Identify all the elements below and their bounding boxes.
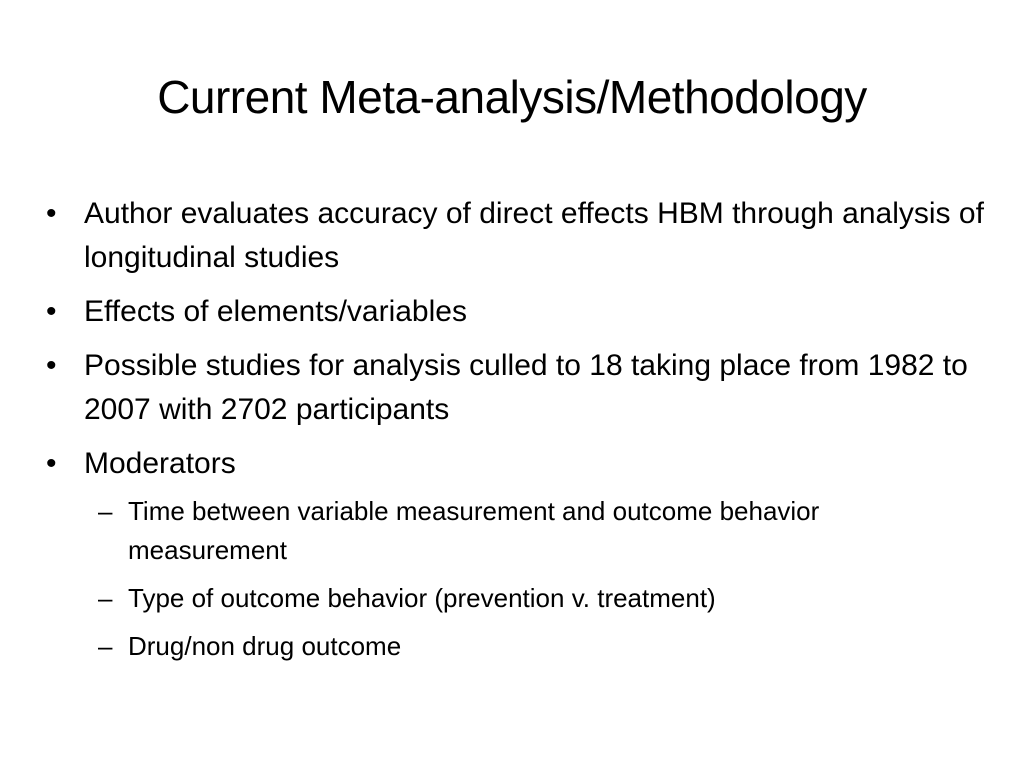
bullet-text: Moderators bbox=[84, 447, 236, 480]
sub-bullet-item-drug bbox=[84, 627, 984, 666]
bullet-item-studies bbox=[44, 344, 984, 432]
bullet-item-moderators bbox=[44, 442, 984, 666]
bullet-icon: • bbox=[46, 447, 57, 480]
bullet-icon: • bbox=[46, 197, 57, 230]
bullet-text: Possible studies for analysis culled to 18 taking place from 1982 to 2007 with 2702 participants bbox=[84, 349, 968, 426]
bullet-item-author bbox=[44, 192, 984, 280]
dash-icon: – bbox=[98, 631, 113, 661]
bullet-text: Author evaluates accuracy of direct effects HBM through analysis of longitudinal studies bbox=[84, 197, 984, 274]
sub-bullet-text: Time between variable measurement and outcome behavior measurement bbox=[128, 496, 820, 565]
slide-content bbox=[44, 192, 984, 676]
bullet-item-effects bbox=[44, 290, 984, 334]
sub-bullet-item-time bbox=[84, 492, 984, 570]
sub-bullet-item-type bbox=[84, 579, 984, 618]
sub-bullet-text: Drug/non drug outcome bbox=[128, 631, 402, 661]
slide-title: Current Meta-analysis/Methodology bbox=[157, 71, 867, 123]
bullet-icon: • bbox=[46, 295, 57, 328]
bullet-text: Effects of elements/variables bbox=[84, 295, 467, 328]
dash-icon: – bbox=[98, 496, 113, 526]
bullet-list bbox=[44, 192, 984, 666]
sub-bullet-list bbox=[84, 492, 984, 666]
sub-bullet-text: Type of outcome behavior (prevention v. treatment) bbox=[128, 583, 716, 613]
dash-icon: – bbox=[98, 583, 113, 613]
bullet-icon: • bbox=[46, 349, 57, 382]
